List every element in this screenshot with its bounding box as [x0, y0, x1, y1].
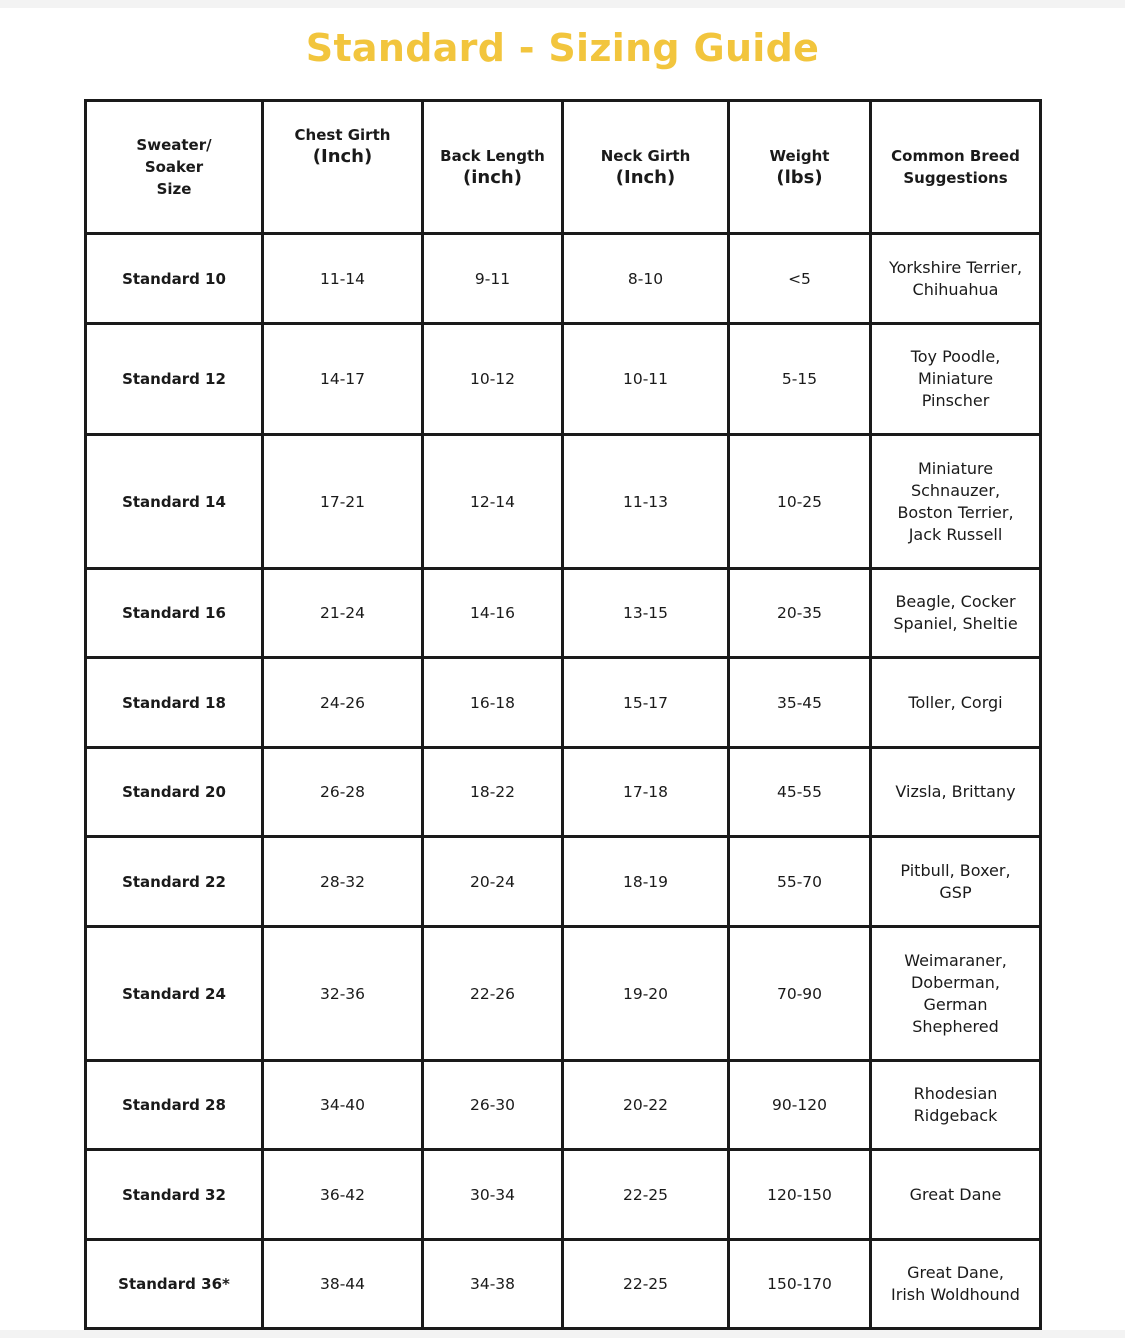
table-row	[86, 569, 1041, 658]
table-row	[86, 658, 1041, 748]
cell-breeds	[871, 927, 1041, 1061]
table-row	[86, 234, 1041, 324]
cell-size: Standard 18	[86, 658, 263, 748]
header-back-label: Back Length	[440, 147, 545, 165]
table-body	[86, 234, 1041, 1329]
breed-line: Great Dane	[909, 1184, 1002, 1204]
cell-neck: 20-22	[563, 1061, 729, 1150]
cell-breeds	[871, 1061, 1041, 1150]
cell-neck: 22-25	[563, 1240, 729, 1329]
breed-line: German	[923, 994, 988, 1014]
header-size-line3: Size	[156, 180, 192, 198]
breed-line: Beagle, Cocker	[895, 592, 1016, 611]
cell-breeds	[871, 234, 1041, 324]
header-breeds-line1: Common Breed	[891, 147, 1020, 165]
cell-back: 22-26	[423, 927, 563, 1061]
cell-neck: 13-15	[563, 569, 729, 658]
breed-line: Miniature	[917, 458, 994, 478]
breed-line: GSP	[939, 882, 972, 902]
cell-chest: 26-28	[263, 748, 423, 837]
page	[0, 8, 1125, 1330]
sizing-table	[84, 99, 1042, 1330]
table-row	[86, 324, 1041, 435]
cell-breeds	[871, 569, 1041, 658]
cell-neck: 11-13	[563, 435, 729, 569]
cell-size: Standard 20	[86, 748, 263, 837]
cell-back: 14-16	[423, 569, 563, 658]
cell-chest: 14-17	[263, 324, 423, 435]
cell-size: Standard 16	[86, 569, 263, 658]
table-row	[86, 927, 1041, 1061]
breed-line: Vizsla, Brittany	[895, 782, 1016, 801]
cell-weight: 70-90	[729, 927, 871, 1061]
cell-breeds	[871, 435, 1041, 569]
cell-neck: 18-19	[563, 837, 729, 927]
breed-line: Boston Terrier,	[897, 502, 1014, 522]
header-chest-unit: (Inch)	[312, 146, 373, 167]
cell-neck: 10-11	[563, 324, 729, 435]
cell-weight: 20-35	[729, 569, 871, 658]
cell-neck: 22-25	[563, 1150, 729, 1240]
breed-line: Ridgeback	[913, 1106, 998, 1125]
header-weight-unit: (lbs)	[776, 167, 823, 188]
cell-size: Standard 10	[86, 234, 263, 324]
cell-chest: 21-24	[263, 569, 423, 658]
page-title: Standard - Sizing Guide	[305, 26, 820, 70]
cell-weight: 150-170	[729, 1240, 871, 1329]
header-weight	[729, 101, 871, 234]
header-neck-unit: (Inch)	[615, 167, 676, 188]
header-size-line1: Sweater/	[136, 136, 212, 154]
breed-line: Great Dane,	[907, 1263, 1004, 1282]
cell-breeds	[871, 748, 1041, 837]
cell-back: 9-11	[423, 234, 563, 324]
cell-neck: 19-20	[563, 927, 729, 1061]
cell-back: 34-38	[423, 1240, 563, 1329]
cell-chest: 36-42	[263, 1150, 423, 1240]
header-size-line2: Soaker	[144, 158, 204, 176]
cell-breeds	[871, 837, 1041, 927]
cell-neck: 15-17	[563, 658, 729, 748]
cell-back: 20-24	[423, 837, 563, 927]
cell-back: 30-34	[423, 1150, 563, 1240]
cell-back: 12-14	[423, 435, 563, 569]
breed-line: Schnauzer,	[910, 480, 1001, 500]
cell-neck: 17-18	[563, 748, 729, 837]
cell-back: 16-18	[423, 658, 563, 748]
header-neck-label: Neck Girth	[600, 147, 691, 165]
cell-chest: 32-36	[263, 927, 423, 1061]
cell-weight: 5-15	[729, 324, 871, 435]
header-row	[86, 101, 1041, 234]
cell-breeds	[871, 1240, 1041, 1329]
cell-weight: 45-55	[729, 748, 871, 837]
cell-neck: 8-10	[563, 234, 729, 324]
breed-line: Shephered	[912, 1016, 999, 1036]
cell-chest: 38-44	[263, 1240, 423, 1329]
cell-size: Standard 22	[86, 837, 263, 927]
breed-line: Spaniel, Sheltie	[893, 614, 1018, 633]
cell-chest: 17-21	[263, 435, 423, 569]
table-row	[86, 1061, 1041, 1150]
breed-line: Doberman,	[910, 972, 1001, 992]
table-row	[86, 1240, 1041, 1329]
header-breeds	[871, 101, 1041, 234]
cell-size: Standard 14	[86, 435, 263, 569]
breed-line: Irish Woldhound	[891, 1285, 1020, 1304]
cell-back: 26-30	[423, 1061, 563, 1150]
cell-chest: 11-14	[263, 234, 423, 324]
breed-line: Chihuahua	[912, 279, 999, 299]
breed-line: Toy Poodle,	[910, 347, 1001, 366]
cell-weight: 55-70	[729, 837, 871, 927]
cell-chest: 24-26	[263, 658, 423, 748]
breed-line: Weimaraner,	[904, 950, 1007, 970]
table-row	[86, 435, 1041, 569]
cell-size: Standard 24	[86, 927, 263, 1061]
cell-weight: <5	[729, 234, 871, 324]
cell-weight: 10-25	[729, 435, 871, 569]
cell-breeds	[871, 658, 1041, 748]
cell-weight: 35-45	[729, 658, 871, 748]
cell-size: Standard 28	[86, 1061, 263, 1150]
cell-weight: 120-150	[729, 1150, 871, 1240]
cell-chest: 28-32	[263, 837, 423, 927]
header-breeds-line2: Suggestions	[903, 169, 1008, 187]
table-row	[86, 748, 1041, 837]
header-weight-label: Weight	[769, 147, 830, 165]
breed-line: Pinscher	[921, 391, 990, 410]
header-chest	[263, 101, 423, 234]
breed-line: Rhodesian	[913, 1084, 998, 1103]
cell-weight: 90-120	[729, 1061, 871, 1150]
header-neck	[563, 101, 729, 234]
header-back	[423, 101, 563, 234]
header-back-unit: (inch)	[463, 167, 522, 188]
breed-line: Toller, Corgi	[908, 692, 1003, 712]
header-size	[86, 101, 263, 234]
table-row	[86, 1150, 1041, 1240]
cell-back: 18-22	[423, 748, 563, 837]
table-row	[86, 837, 1041, 927]
cell-breeds	[871, 324, 1041, 435]
cell-back: 10-12	[423, 324, 563, 435]
breed-line: Miniature	[917, 369, 994, 388]
cell-size: Standard 36*	[86, 1240, 263, 1329]
breed-line: Jack Russell	[908, 524, 1003, 544]
cell-size: Standard 12	[86, 324, 263, 435]
header-chest-label: Chest Girth	[294, 126, 391, 144]
breed-line: Pitbull, Boxer,	[900, 860, 1011, 880]
cell-chest: 34-40	[263, 1061, 423, 1150]
cell-size: Standard 32	[86, 1150, 263, 1240]
breed-line: Yorkshire Terrier,	[888, 257, 1023, 277]
cell-breeds	[871, 1150, 1041, 1240]
